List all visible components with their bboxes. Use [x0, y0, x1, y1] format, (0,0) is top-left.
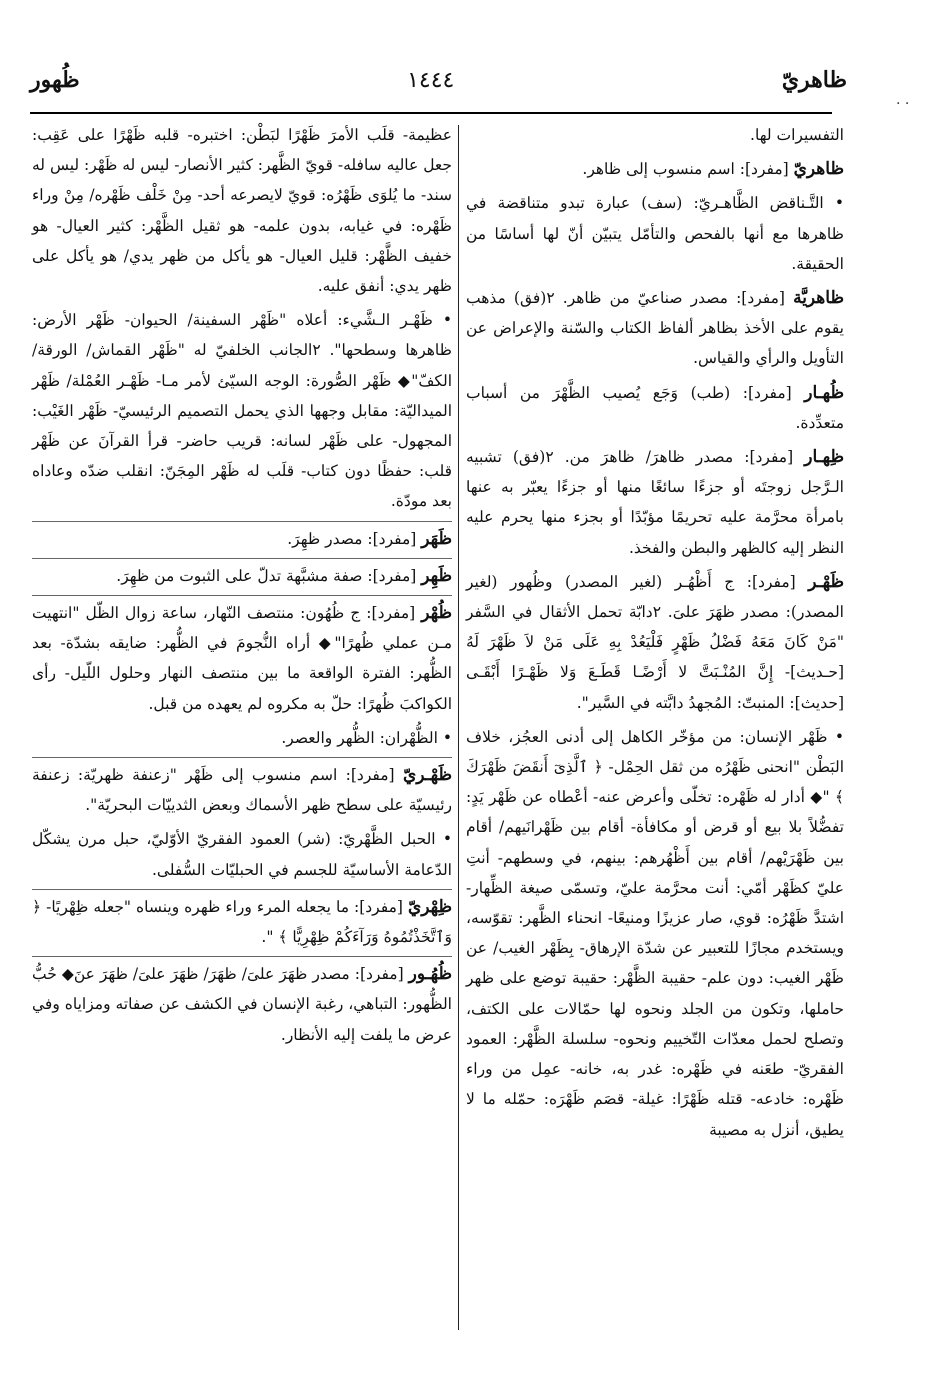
margin-dots: . .: [896, 92, 910, 108]
entry-text: [مفرد]: (طب) وَجَع يُصيب الظَّهْرَ من أسباب متعدِّدة.: [466, 383, 844, 432]
dictionary-entry: [32, 595, 452, 719]
entry-headword: ظاهريَّة: [793, 288, 844, 309]
dictionary-entry: [32, 521, 452, 554]
right-column: [466, 120, 844, 1149]
dictionary-entry: [32, 558, 452, 591]
entry-text: • ظَهْـر الـشَّيء: أعلاه "ظَهْر السفينة/ الحيوان- ظَهْر الأرض: ظاهرها وسطحها". ٢الجانب الخلفيّ له "ظَهْر القماش/ الورقة/ الكفّ"◆ ظَهْر الصُّورة: الوجه السيّئ لأمر مـا- ظَهْـر العُمْلة/ ظَهْر الميداليّة: مقابل وجهها الذي يحمل التصميم الرئيسيّ- ظَهْر الغَيْب: المجهول- على ظَهْر لسانه: قريب حاضر- قرأ القرآنَ عن ظَهْر قلب: حفظًا دون كتاب- قلَب له ظَهْر المِجَنّ: انقلب ضدّه وعاداه بعد مودّة.: [32, 311, 452, 511]
dictionary-entry: [466, 722, 844, 1145]
dictionary-entry: [466, 154, 844, 184]
dictionary-entry: [32, 889, 452, 952]
dictionary-entry: [466, 120, 844, 150]
entry-text: • التَّـناقض الظَّاهـريّ: (سف) عبارة تبدو متناقضة في ظاهرها مع أنها بالفحص والتأمّل يتبيّن أنّ لها أساسًا من الحقيقة.: [466, 194, 844, 273]
entry-text: [مفرد]: مصدر ظاهرَ/ ظاهرَ من. ٢(فق) تشبيه الـرَّجل زوجتَه أو جزءًا سائغًا منها أو جزءًا يعبّر به عنها بامرأة محرَّمة عليه تحريمًا مؤبّدًا أو بجزء منها يحرم عليه النظر إليه كالظهر والبطن والفخذ.: [466, 448, 844, 557]
entry-text: • الحبل الظَّهْريّ: (شر) العمود الفقريّ الأوّليّ، حبل مرن يشكّل الدّعامة الأساسيّة للجسم في الحبليّات السُّفلى.: [32, 830, 452, 879]
column-divider: [458, 125, 459, 1330]
dictionary-entry: [32, 120, 452, 301]
entry-text: • الظُّهْران: الظُّهر والعصر.: [281, 728, 452, 747]
entry-headword: ظُهُـور: [408, 964, 452, 985]
entry-headword: ظَهْـر: [808, 571, 844, 592]
entry-text: [مفرد]: ما يجعله المرء وراء ظهره وينساه "جعله ظِهْريًا- ﴿ وَٱتَّخَذْتُمُوهُ وَرَآءَكُمْ ظِهْرِيًّا ﴾ ".: [32, 897, 452, 947]
entry-text: التفسيرات لها.: [750, 126, 844, 144]
entry-text: [مفرد]: اسم منسوب إلى ظَهْر "زعنفة ظهريّة: زعنفة رئيسيّة على سطح ظهر الأسماك وبعض الثدييّات البحريّة".: [32, 766, 452, 815]
header-rule: [30, 112, 832, 114]
dictionary-entry: [32, 956, 452, 1050]
entry-text: [مفرد]: ج ظُهُون: منتصف النّهار، ساعة زوال الظّل "انتهيت مـن عملي ظُهرًا"◆ أراه النُّجومَ في الظُّهر: ضايقه بشدّة- بعد الظُّهر: الفترة الواقعة ما بين منتصف النهار وحلول اللّيل- رأى الكواكبَ ظُهرًا: حلّ به مكروه لم يعهده من قبل.: [32, 604, 452, 713]
entry-text: عظيمة- قلَب الأمرَ ظَهْرًا لبَطْن: اختبره- قلبه ظَهْرًا على عَقِب: جعل عاليه سافله- قويّ الظَّهر: كثير الأنصار- ليس له ظَهْر: ليس له سند- ما يُلوَى ظَهْرُه: قويّ لايصرعه أحد- مِنْ خَلْف ظَهْره/ مِنْ وراء ظَهْره: في غيابه، بدون علمه- هو ثقيل الظَّهْر: كثير العيال- هو خفيف الظَّهْر: قليل العيال- هو يأكل من ظهر يدي/ هو يأكل على ظهر يدي: أنفق عليه.: [32, 126, 452, 296]
entry-headword: ظَهِر: [421, 565, 452, 586]
entry-headword: ظِهـار: [804, 447, 844, 468]
dictionary-entry: [32, 723, 452, 753]
entry-text: • ظَهْر الإنسان: من مؤخّر الكاهل إلى أدنى العجُز، خلاف البَطْن "انحنى ظَهْرُه من ثقل الحِمْل- ﴿ ٱلَّذِىٓ أَنقَضَ ظَهْرَكَ ﴾ "◆ أدار له ظَهْره: تخلّى وأعرض عنه- أعْطاه عن ظَهْر يَدٍ: تفضُّلاً بلا بيع أو قرض أو مكافأة- أقام بين ظَهْرانَيهم/ أقام بين ظَهْرَيْهم/ أقام بين أَظْهُرهم: بينهم، في وسطهم- أنتِ عليّ كظَهْر أمّي: أنت محرَّمة عليّ، وتسمّى صيغة الظِّهار- اشتدَّ ظَهْرُه: قوي، صار عزيزًا ومنيعًا- انحناء الظَّهر: تقوّسه، ويستخدم مجازًا للتعبير عن شدّة الإرهاق- بِظَهْر الغيب/ عن ظَهْر الغيب: دون علم- حقيبة الظَّهْر: حقيبة توضع على ظهر حاملها، وتكون من الجلد ونحوه لها حمّالات على الكتف، وتصلح لحمل معدّات التّخييم ونحوه- سلسلة الظَّهْر: العمود الفقريّ- طعَنه في ظَهْره: غدر به، خانه- عمِل من وراء ظَهْره: خادعه- قتله ظَهْرًا: غيلة- قصَم ظَهْرَه: حمّله ما لا يطيق، أنزل به مصيبة: [466, 727, 844, 1139]
page-number: ١٤٤٤: [407, 67, 455, 93]
left-column: [32, 120, 452, 1054]
entry-text: [مفرد]: صفة مشبَّهة تدلّ على الثبوت من ظهِرَ.: [116, 566, 422, 585]
dictionary-entry: [466, 188, 844, 279]
dictionary-entry: [32, 305, 452, 516]
dictionary-entry: [466, 567, 844, 718]
entry-text: [مفرد]: اسم منسوب إلى ظاهر.: [582, 160, 794, 179]
header-left-word: ظُهور: [30, 67, 80, 93]
entry-headword: ظُهـار: [804, 382, 844, 403]
dictionary-entry: [466, 442, 844, 563]
entry-text: [مفرد]: مصدر صناعيّ من ظاهر. ٢(فق) مذهب يقوم على الأخذ بظاهر ألفاظ الكتاب والسّنة والإعراض عن التأويل والرأي والقياس.: [466, 289, 844, 368]
entry-headword: ظِهْريّ: [407, 896, 452, 917]
page-header: [30, 54, 847, 106]
dictionary-entry: [32, 757, 452, 820]
entry-headword: ظَهَر: [421, 528, 452, 549]
entry-headword: ظُهْر: [421, 603, 452, 624]
entry-headword: ظاهريّ: [793, 159, 844, 180]
entry-text: [مفرد]: مصدر ظهِرَ.: [287, 529, 422, 548]
header-right-word: ظاهريّ: [781, 67, 847, 93]
entry-text: [مفرد]: مصدر ظهَرَ علىَ/ ظهَرَ/ ظهَرَ علىَ/ ظهَرَ عنَ◆ حُبُّ الظُّهور: التباهي، رغبة الإنسان في الكشف عن صفاته ومزاياه وفي عرض ما يلفت إليه الأنظار.: [32, 965, 452, 1044]
dictionary-entry: [466, 283, 844, 374]
dictionary-entry: [466, 378, 844, 438]
entry-headword: ظَهْـريّ: [402, 765, 452, 786]
entry-text: [مفرد]: ج أَظْهُـر (لغير المصدر) وظُهور (لغير المصدر): مصدر ظهَرَ علىَ. ٢دابّة تحمل الأثقال في السَّفر "مَنْ كَانَ مَعَهُ فَضْلُ ظَهْرٍ فَلْيَعُدْ بِهِ عَلَى مَنْ لاَ ظَهْرَ لَهُ [حـديث]- إِنَّ المُنْـبَتَّ لا أَرْضًـا قَطَـعَ وَلا ظَهْـرًا أَبْقَـى [حديث]: المنبتّ: المُجهدُ دابَّته في السَّير".: [466, 572, 844, 712]
dictionary-entry: [32, 824, 452, 884]
